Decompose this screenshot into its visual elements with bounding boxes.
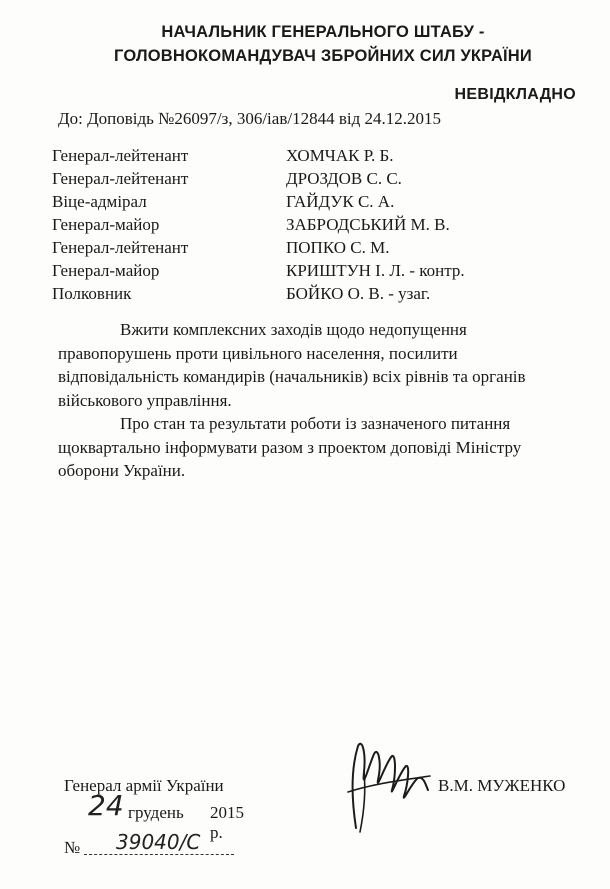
addressee-row [0, 261, 610, 284]
addressee-name: ЗАБРОДСЬКИЙ М. В. [286, 215, 450, 234]
addressee-rank: Віце-адмірал [52, 192, 147, 211]
addressee-name: КРИШТУН І. Л. - контр. [286, 261, 465, 280]
addressee-row [0, 238, 610, 261]
header-line-1: НАЧАЛЬНИК ГЕНЕРАЛЬНОГО ШТАБУ - [161, 23, 485, 41]
addressee-name: БОЙКО О. В. - узаг. [286, 284, 431, 303]
header-line-2: ГОЛОВНОКОМАНДУВАЧ ЗБРОЙНИХ СИЛ УКРАЇНИ [114, 47, 532, 65]
document-number-handwritten: 39040/С [116, 830, 201, 854]
addressee-name: ДРОЗДОВ С. С. [286, 169, 402, 188]
addressee-row [0, 215, 610, 238]
addressee-rank: Генерал-лейтенант [52, 169, 189, 188]
body-text [58, 318, 578, 483]
urgency-label: НЕВІДКЛАДНО [454, 86, 576, 103]
addressee-row [0, 284, 610, 307]
addressee-rank: Полковник [52, 284, 132, 303]
body-paragraph-1: Вжити комплексних заходів щодо недопущення правопорушень проти цивільного населення, посилити відповідальність командирів (начальників) всіх рівнів та органів військового управління. [58, 320, 526, 410]
signer-name: В.М. МУЖЕНКО [438, 776, 566, 795]
addressee-name: ПОПКО С. М. [286, 238, 390, 257]
number-sign: № [64, 838, 81, 857]
addressee-rank: Генерал-лейтенант [52, 146, 189, 165]
addressee-name: ХОМЧАК Р. Б. [286, 146, 394, 165]
addressee-rank: Генерал-лейтенант [52, 238, 189, 257]
addressee-list [0, 146, 610, 307]
addressee-rank: Генерал-майор [52, 215, 160, 234]
signer-title: Генерал армії України [64, 776, 224, 795]
number-underline [84, 854, 234, 855]
date-year: 2015 р. [210, 803, 244, 842]
addressee-row [0, 169, 610, 192]
date-day-handwritten: 24 [88, 789, 124, 822]
handwritten-signature [342, 732, 434, 836]
date-month: грудень [128, 803, 184, 822]
reference-line: До: Доповідь №26097/з, 306/іав/12844 від 24.12.2015 [58, 109, 441, 128]
addressee-row [0, 192, 610, 215]
body-paragraph-2: Про стан та результати роботи із зазначеного питання щоквартально інформувати разом з проектом доповіді Міністру оборони України. [58, 414, 522, 480]
addressee-row [0, 146, 610, 169]
addressee-rank: Генерал-майор [52, 261, 160, 280]
addressee-name: ГАЙДУК С. А. [286, 192, 395, 211]
